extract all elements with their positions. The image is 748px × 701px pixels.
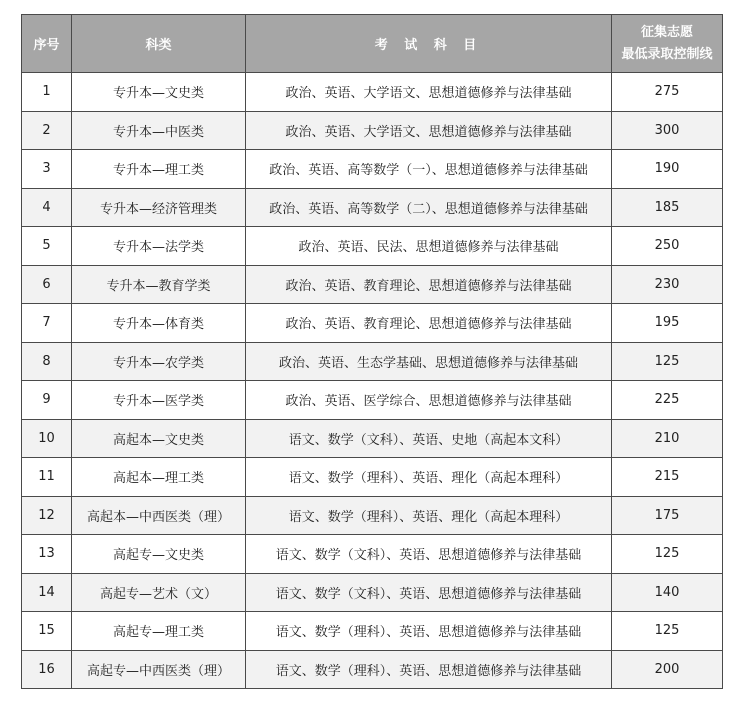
- table-row: [22, 111, 723, 150]
- cell-score: 125: [612, 612, 723, 651]
- header-subjects: 考 试 科 目: [246, 15, 612, 73]
- header-score-line1: 征集志愿: [640, 24, 693, 40]
- cell-subjects: 政治、英语、生态学基础、思想道德修养与法律基础: [246, 342, 612, 381]
- cell-category: 专升本—文史类: [72, 73, 246, 112]
- cell-category: 高起本—文史类: [72, 419, 246, 458]
- table-row: [22, 650, 723, 689]
- cell-subjects: 政治、英语、大学语文、思想道德修养与法律基础: [246, 111, 612, 150]
- cell-score: 275: [612, 73, 723, 112]
- cell-subjects: 语文、数学（理科）、英语、思想道德修养与法律基础: [246, 650, 612, 689]
- table-row: [22, 612, 723, 651]
- cell-no: 6: [22, 265, 72, 304]
- cell-subjects: 政治、英语、教育理论、思想道德修养与法律基础: [246, 265, 612, 304]
- cell-category: 专升本—农学类: [72, 342, 246, 381]
- cell-subjects: 语文、数学（理科）、英语、思想道德修养与法律基础: [246, 612, 612, 651]
- cell-score: 210: [612, 419, 723, 458]
- cell-no: 12: [22, 496, 72, 535]
- table-row: [22, 150, 723, 189]
- cell-category: 专升本—教育学类: [72, 265, 246, 304]
- table-row: [22, 73, 723, 112]
- cell-score: 215: [612, 458, 723, 497]
- table-header: [22, 15, 723, 73]
- table-row: [22, 227, 723, 266]
- cell-score: 230: [612, 265, 723, 304]
- cell-subjects: 语文、数学（文科）、英语、思想道德修养与法律基础: [246, 573, 612, 612]
- cell-no: 1: [22, 73, 72, 112]
- cell-category: 高起专—艺术（文）: [72, 573, 246, 612]
- cell-subjects: 政治、英语、医学综合、思想道德修养与法律基础: [246, 381, 612, 420]
- cell-category: 专升本—医学类: [72, 381, 246, 420]
- cell-category: 高起本—理工类: [72, 458, 246, 497]
- cell-category: 高起本—中西医类（理）: [72, 496, 246, 535]
- table-row: [22, 573, 723, 612]
- cell-subjects: 语文、数学（理科）、英语、理化（高起本理科）: [246, 458, 612, 497]
- cell-score: 125: [612, 535, 723, 574]
- cell-no: 14: [22, 573, 72, 612]
- table-row: [22, 265, 723, 304]
- cell-subjects: 政治、英语、高等数学（二）、思想道德修养与法律基础: [246, 188, 612, 227]
- cell-category: 专升本—经济管理类: [72, 188, 246, 227]
- cell-subjects: 政治、英语、教育理论、思想道德修养与法律基础: [246, 304, 612, 343]
- cell-category: 高起专—理工类: [72, 612, 246, 651]
- table-body: [22, 73, 723, 689]
- cell-score: 190: [612, 150, 723, 189]
- cell-subjects: 语文、数学（文科）、英语、史地（高起本文科）: [246, 419, 612, 458]
- cell-no: 15: [22, 612, 72, 651]
- table-row: [22, 419, 723, 458]
- table-row: [22, 188, 723, 227]
- cell-score: 140: [612, 573, 723, 612]
- cell-no: 4: [22, 188, 72, 227]
- cell-no: 8: [22, 342, 72, 381]
- header-score-line2: 最低录取控制线: [621, 46, 713, 62]
- header-no: 序号: [22, 15, 72, 73]
- cell-category: 高起专—中西医类（理）: [72, 650, 246, 689]
- cell-no: 2: [22, 111, 72, 150]
- cell-subjects: 政治、英语、民法、思想道德修养与法律基础: [246, 227, 612, 266]
- cell-score: 185: [612, 188, 723, 227]
- cell-score: 250: [612, 227, 723, 266]
- cell-score: 195: [612, 304, 723, 343]
- table-row: [22, 458, 723, 497]
- table-row: [22, 342, 723, 381]
- cell-subjects: 政治、英语、大学语文、思想道德修养与法律基础: [246, 73, 612, 112]
- cell-category: 专升本—理工类: [72, 150, 246, 189]
- header-score: [612, 15, 723, 73]
- cell-subjects: 政治、英语、高等数学（一）、思想道德修养与法律基础: [246, 150, 612, 189]
- table-row: [22, 381, 723, 420]
- table-row: [22, 496, 723, 535]
- cell-score: 200: [612, 650, 723, 689]
- admission-score-table: [21, 14, 723, 689]
- header-row: [22, 15, 723, 73]
- cell-no: 9: [22, 381, 72, 420]
- cell-category: 专升本—中医类: [72, 111, 246, 150]
- cell-category: 专升本—法学类: [72, 227, 246, 266]
- cell-no: 11: [22, 458, 72, 497]
- cell-no: 16: [22, 650, 72, 689]
- cell-category: 专升本—体育类: [72, 304, 246, 343]
- header-category: 科类: [72, 15, 246, 73]
- cell-score: 125: [612, 342, 723, 381]
- cell-no: 10: [22, 419, 72, 458]
- cell-category: 高起专—文史类: [72, 535, 246, 574]
- cell-no: 7: [22, 304, 72, 343]
- cell-score: 175: [612, 496, 723, 535]
- cell-subjects: 语文、数学（文科）、英语、思想道德修养与法律基础: [246, 535, 612, 574]
- cell-subjects: 语文、数学（理科）、英语、理化（高起本理科）: [246, 496, 612, 535]
- cell-no: 3: [22, 150, 72, 189]
- table-row: [22, 304, 723, 343]
- cell-score: 225: [612, 381, 723, 420]
- cell-score: 300: [612, 111, 723, 150]
- cell-no: 13: [22, 535, 72, 574]
- table-row: [22, 535, 723, 574]
- cell-no: 5: [22, 227, 72, 266]
